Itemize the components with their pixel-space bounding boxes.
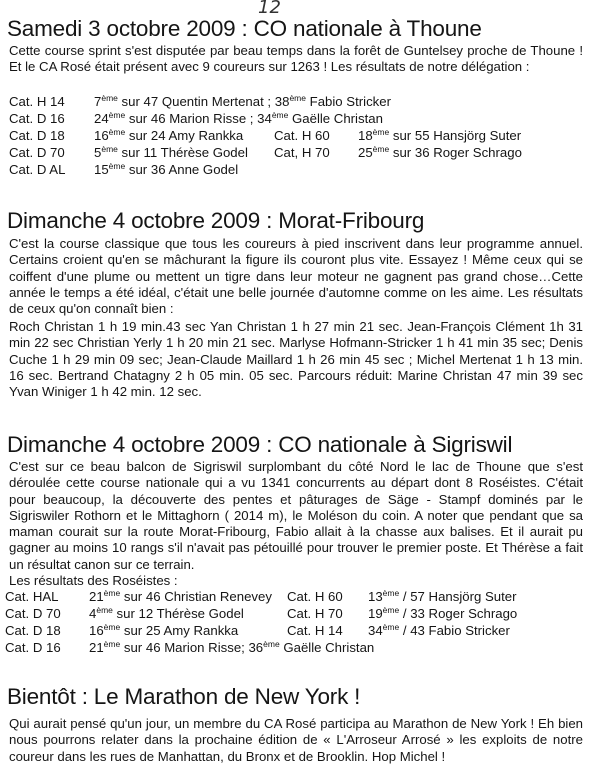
result-rank: 19 [368,606,383,621]
result-rank: 13 [368,589,383,604]
result-rank: 16 [94,128,109,143]
result-rank-suffix: ème [382,622,400,632]
result-detail: sur 36 Roger Schrago [389,145,522,160]
result-category: Cat. D AL [9,162,66,177]
result-rank-suffix: ème [101,144,118,154]
result-rank-suffix: ème [372,127,390,137]
result-rank-suffix: ème [108,161,126,171]
result-category: Cat. D 70 [9,145,65,160]
result-rank: 5 [94,145,102,160]
section-title-marathon: Bientôt : Le Marathon de New York ! [7,684,361,709]
result-entry [89,606,244,622]
section-paragraph-sigriswil: C'est sur ce beau balcon de Sigriswil surplombant du côté Nord le lac de Thoune que s'est déroulée cette course nationale qui a vu 1341 concurrents au départ dont 8 Roséistes. C'était pour beaucoup, la découverte des pentes et pâturages de Säge - Stampf dominés par le Sigriswiler Rothorn et le Mittaghorn ( 2014 m), le Moléson du coin. A noter que pendant que sa maman courait sur la route Morat-Fribourg, Fabio allait à la chasse aux balises. Et il aurait pu gagner au moins 10 rangs s'il n'avait pas pétouillé pour trouver le premier poste. Et Thérèse a fait un résultat canon sur ce terrain. [9,459,583,572]
result-rank: 4 [89,606,97,621]
result-entry [358,145,522,161]
result-detail: / 57 Hansjörg Suter [399,589,517,604]
result-detail: sur 25 Amy Rankka [120,623,239,638]
result-entry [94,94,391,110]
result-detail: sur 46 Christian Renevey [120,589,272,604]
result-rank: 34 [368,623,383,638]
result-category: Cat. H 14 [287,623,343,638]
result-detail: sur 11 Thérèse Godel [117,145,248,160]
result-rank-suffix: ème [103,639,121,649]
result-entry [89,589,272,605]
result-category: Cat, H 70 [274,145,330,160]
result-category: Cat. D 18 [5,623,61,638]
section-paragraph-marathon: Qui aurait pensé qu'un jour, un membre du CA Rosé participa au Marathon de New York ! Eh bien nous pourrons relater dans la prochaine édition de « L'Arroseur Arrosé » les exploits de notre coureur dans les rues de Manhattan, du Bronx et de Brooklin. Hop Michel ! [9,716,583,764]
result-category: Cat. H 70 [287,606,343,621]
result-rank-suffix: ème [108,127,126,137]
result-rank-suffix: ème [263,639,280,649]
result-rank-suffix: ème [271,110,289,120]
result-rank-suffix: ème [382,605,400,615]
result-category: Cat. D 16 [9,111,65,126]
result-rank-suffix: ème [103,622,121,632]
result-rank: 16 [89,623,104,638]
result-entry [368,589,517,605]
result-detail: sur 12 Thérèse Godel [112,606,244,621]
result-rank-suffix: ème [108,110,126,120]
result-entry [94,128,243,144]
result-entry [368,623,510,639]
result-category: Cat. D 16 [5,640,61,655]
section-paragraph-morat-results: Roch Christan 1 h 19 min.43 sec Yan Christan 1 h 27 min 21 sec. Jean-François Clément 1h 31 min 22 sec Christian Yerly 1 h 20 min 21 sec. Marlyse Hofmann-Stricker 1 h 41 min 35 sec; Denis Cuche 1 h 29 min 09 sec; Jean-Claude Maillard 1 h 26 min 45 sec ; Michel Mertenat 1 h 13 min. 16 sec. Bertrand Chatagny 2 h 05 min. 05 sec. Parcours réduit: Marine Christan 47 min 39 sec Yvan Winiger 1 h 42 min. 12 sec. [9,319,583,400]
result-category: Cat. H 60 [287,589,343,604]
result-category: Cat. D 18 [9,128,65,143]
page-number: 12 [258,0,281,18]
result-detail: sur 36 Anne Godel [125,162,239,177]
result-detail: Fabio Stricker [305,94,391,109]
result-rank-suffix: ème [96,605,113,615]
result-entry [94,145,248,161]
result-entry [358,128,521,144]
result-entry [89,640,374,656]
result-rank: 21 [89,640,104,655]
result-detail: sur 46 Marion Risse; 36 [120,640,264,655]
result-entry [94,162,238,178]
result-detail: sur 24 Amy Rankka [125,128,244,143]
result-category: Cat. D 70 [5,606,61,621]
result-entry [94,111,383,127]
result-rank: 25 [358,145,373,160]
section-paragraph-thoune: Cette course sprint s'est disputée par beau temps dans la forêt de Guntelsey proche de Thoune ! Et le CA Rosé était présent avec 9 coureurs sur 1263 ! Les résultats de notre délégation : [9,43,583,75]
result-entry [368,606,517,622]
result-rank: 21 [89,589,104,604]
result-rank: 15 [94,162,109,177]
section-title-sigriswil: Dimanche 4 octobre 2009 : CO nationale à Sigriswil [7,432,513,457]
section-results-heading-sigriswil: Les résultats des Roséistes : [9,573,178,588]
result-detail: / 33 Roger Schrago [399,606,518,621]
result-rank-suffix: ème [101,93,118,103]
result-category: Cat. H 14 [9,94,65,109]
result-rank-suffix: ème [372,144,390,154]
result-detail: sur 46 Marion Risse ; 34 [125,111,272,126]
result-entry [89,623,238,639]
section-title-morat: Dimanche 4 octobre 2009 : Morat-Fribourg [7,208,425,233]
result-rank-suffix: ème [103,588,121,598]
result-rank: 7 [94,94,102,109]
result-detail: Gaëlle Christan [279,640,375,655]
result-detail: Gaëlle Christan [288,111,383,126]
result-category: Cat. H 60 [274,128,330,143]
section-paragraph-morat-intro: C'est la course classique que tous les coureurs à pied inscrivent dans leur programme annuel. Certains croient qu'en se mâchurant la figure ils couront plus vite. Essayez ! Même ceux qui se coiffent d'une plume ou mettent un tigre dans leur moteur ne gagnent pas grand chose…Cette année le temps a été idéal, c'était une belle journée d'automne comme on les aime. Les résultats de ceux qu'on connaît bien : [9,236,583,317]
result-category: Cat. HAL [5,589,59,604]
result-rank: 24 [94,111,109,126]
result-detail: sur 47 Quentin Mertenat ; 38 [117,94,290,109]
result-rank-suffix: ème [289,93,306,103]
result-detail: sur 55 Hansjörg Suter [389,128,522,143]
result-detail: / 43 Fabio Stricker [399,623,510,638]
section-title-thoune: Samedi 3 octobre 2009 : CO nationale à Thoune [7,16,482,41]
result-rank: 18 [358,128,373,143]
result-rank-suffix: ème [382,588,400,598]
